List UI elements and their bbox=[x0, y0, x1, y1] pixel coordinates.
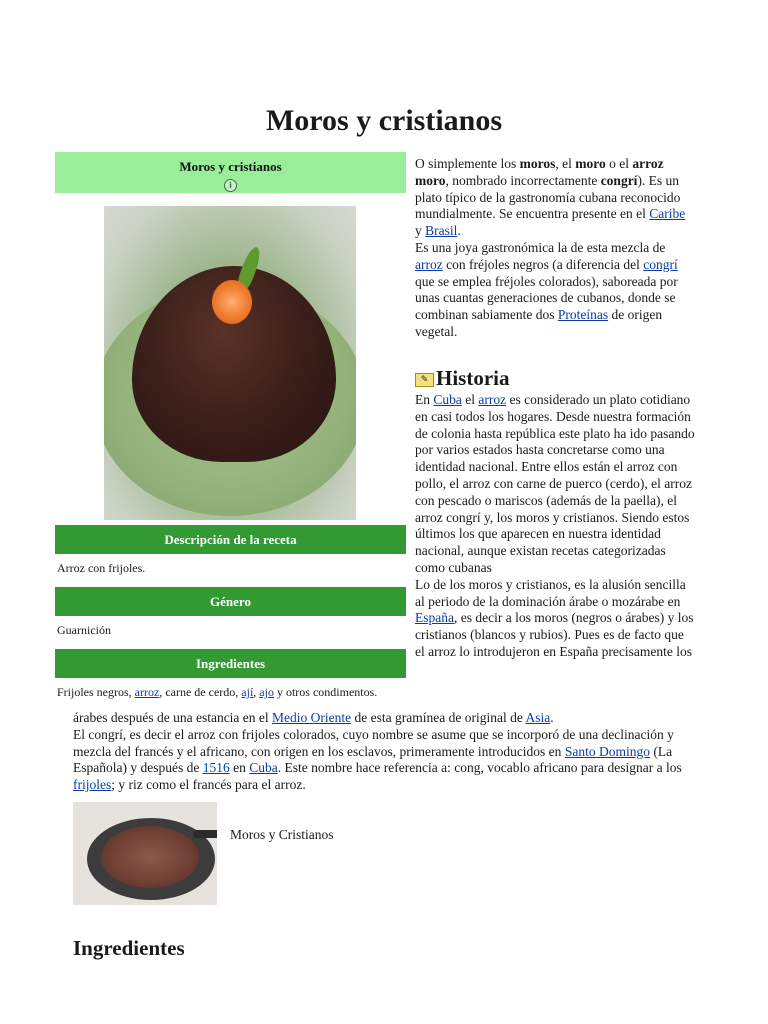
rice-in-pan-shape bbox=[101, 826, 199, 888]
intro-paragraph-2: Es una joya gastronómica la de esta mezcla de arroz con fréjoles negros (a diferencia del congrí que se emplea fréjoles colorados), saboreada por unas cuantas generaciones de cubanos, donde se combinan sabiamente dos Proteínas de origen vegetal. bbox=[415, 239, 678, 339]
ingredientes-value: Frijoles negros, arroz, carne de cerdo, ají, ajo y otros condimentos. bbox=[57, 685, 378, 699]
image-caption: Moros y Cristianos bbox=[230, 827, 334, 842]
pan-handle-shape bbox=[193, 830, 217, 838]
historia-paragraph-2: Lo de los moros y cristianos, es la alusión sencilla al periodo de la dominación árabe o mozárabe en España, es decir a los moros (negros o árabes) y los cristianos (blancos y rubios). Pues es de facto que el arroz lo introdujeron en España precisamente los bbox=[415, 576, 694, 659]
section-genero: Género bbox=[55, 587, 406, 616]
link-frijoles[interactable]: frijoles bbox=[73, 777, 112, 793]
link-1516[interactable]: 1516 bbox=[202, 760, 230, 776]
page-title: Moros y cristianos bbox=[265, 104, 503, 137]
link-ajo[interactable]: ajo bbox=[259, 685, 274, 699]
link-arroz-infobox[interactable]: arroz bbox=[134, 685, 160, 699]
link-espana[interactable]: España bbox=[415, 610, 454, 626]
link-brasil[interactable]: Brasil bbox=[425, 223, 458, 239]
section-descripcion: Descripción de la receta bbox=[55, 525, 406, 554]
infobox-header bbox=[55, 152, 406, 193]
link-aji[interactable]: ají bbox=[241, 685, 254, 699]
infobox-title: Moros y cristianos bbox=[179, 159, 282, 174]
intro-paragraph-1: O simplemente los moros, el moro o el arroz moro, nombrado incorrectamente congrí). Es un plato típico de la gastronomía cubana reconocido mundialmente. Se encuentra presente en el Caribe y Brasil. bbox=[415, 156, 686, 239]
link-medio-oriente[interactable]: Medio Oriente bbox=[272, 710, 352, 725]
historia-paragraph-1: En Cuba el arroz es considerado un plato cotidiano en casi todos los hogares. Desde nuestra formación de colonia hasta república este plato ha ido pasando por varios estados hasta concretarse como una identidad nacional. Entre ellos están el arroz con pollo, el arroz con carne de puerco (cerdo), el arroz con pescado o mariscos (además de la paella), el arroz congrí y, los moros y cristianos. Siendo estos últimos los que aparecen en nuestra identidad nacional, aunque existan recetas categorizadas como cubanas bbox=[415, 392, 695, 575]
info-icon[interactable]: i bbox=[224, 179, 237, 192]
link-arroz-intro[interactable]: arroz bbox=[415, 256, 443, 272]
link-congri[interactable]: congrí bbox=[643, 256, 678, 272]
genero-value: Guarnición bbox=[57, 623, 111, 637]
carrot-garnish-shape bbox=[212, 280, 252, 324]
ingredientes-heading: Ingredientes bbox=[73, 936, 185, 960]
historia-text bbox=[415, 392, 695, 661]
historia-continued bbox=[73, 710, 693, 794]
link-cuba-2[interactable]: Cuba bbox=[249, 760, 278, 776]
edit-icon[interactable]: ✎ bbox=[415, 373, 434, 387]
historia-paragraph-3: árabes después de una estancia en el Medio Oriente de esta gramínea de original de Asia. bbox=[73, 710, 554, 725]
link-proteinas[interactable]: Proteínas bbox=[557, 307, 609, 323]
link-caribe[interactable]: Caribe bbox=[649, 206, 686, 222]
pan-photo[interactable] bbox=[73, 802, 217, 905]
historia-paragraph-4: El congrí, es decir el arroz con frijoles colorados, cuyo nombre se asume que se incorporó de una declinación y mezcla del francés y el africano, con origen en los esclavos, primeramente introducidos en Santo Domingo (La Española) y después de 1516 en Cuba. Este nombre hace referencia a: cong, vocablo africano para designar a los frijoles; y riz como el francés para el arroz. bbox=[73, 726, 682, 793]
section-ingredientes: Ingredientes bbox=[55, 649, 406, 678]
historia-heading: ✎ Historia bbox=[415, 366, 510, 391]
link-cuba[interactable]: Cuba bbox=[433, 392, 462, 407]
link-arroz-historia[interactable]: arroz bbox=[478, 392, 507, 407]
link-santo-domingo[interactable]: Santo Domingo bbox=[564, 743, 650, 759]
link-asia[interactable]: Asia bbox=[525, 710, 551, 725]
dish-photo[interactable] bbox=[104, 206, 356, 520]
descripcion-value: Arroz con frijoles. bbox=[57, 561, 146, 575]
infobox bbox=[55, 152, 406, 707]
intro-text bbox=[415, 156, 695, 341]
